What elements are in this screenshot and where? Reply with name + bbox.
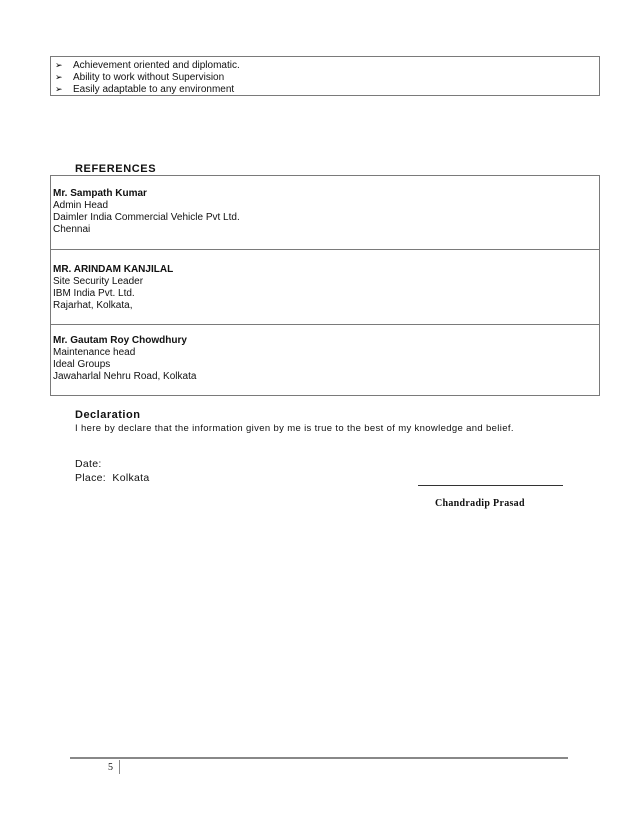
reference-card-1: [50, 175, 600, 250]
page-number: 5: [108, 762, 113, 773]
place-value: Kolkata: [112, 472, 150, 484]
skills-box: [50, 56, 600, 96]
declaration-title: Declaration: [75, 409, 141, 421]
reference-name: Mr. Sampath Kumar: [53, 188, 147, 199]
declaration-text: I here by declare that the information given by me is true to the best of my knowledge and belief.: [75, 423, 514, 434]
skill-text: Easily adaptable to any environment: [73, 84, 235, 95]
reference-name: Mr. Gautam Roy Chowdhury: [53, 335, 187, 346]
reference-location: Chennai: [53, 224, 91, 235]
skill-text: Achievement oriented and diplomatic.: [73, 60, 240, 71]
place-label: Place:: [75, 472, 106, 484]
reference-company: IBM India Pvt. Ltd.: [53, 288, 135, 299]
footer-rule: [70, 757, 568, 759]
signature-name: Chandradip Prasad: [435, 498, 525, 509]
arrow-bullet-icon: ➢: [55, 60, 63, 70]
reference-title: Maintenance head: [53, 347, 136, 358]
reference-title: Site Security Leader: [53, 276, 144, 287]
reference-company: Ideal Groups: [53, 359, 111, 370]
arrow-bullet-icon: ➢: [55, 84, 63, 94]
arrow-bullet-icon: ➢: [55, 72, 63, 82]
reference-company: Daimler India Commercial Vehicle Pvt Ltd.: [53, 212, 240, 223]
skill-text: Ability to work without Supervision: [73, 72, 225, 83]
place-line: [75, 472, 150, 484]
signature-line: [418, 485, 563, 486]
reference-title: Admin Head: [53, 200, 109, 211]
footer-separator: [119, 760, 120, 774]
reference-location: Jawaharlal Nehru Road, Kolkata: [53, 371, 197, 382]
skill-item: [55, 83, 234, 96]
reference-card-2: [50, 249, 600, 325]
reference-location: Rajarhat, Kolkata,: [53, 300, 133, 311]
references-heading: REFERENCES: [75, 163, 157, 175]
reference-name: MR. ARINDAM KANJILAL: [53, 264, 174, 275]
date-line: [75, 458, 102, 470]
date-label: Date:: [75, 458, 102, 470]
reference-card-3: [50, 324, 600, 396]
